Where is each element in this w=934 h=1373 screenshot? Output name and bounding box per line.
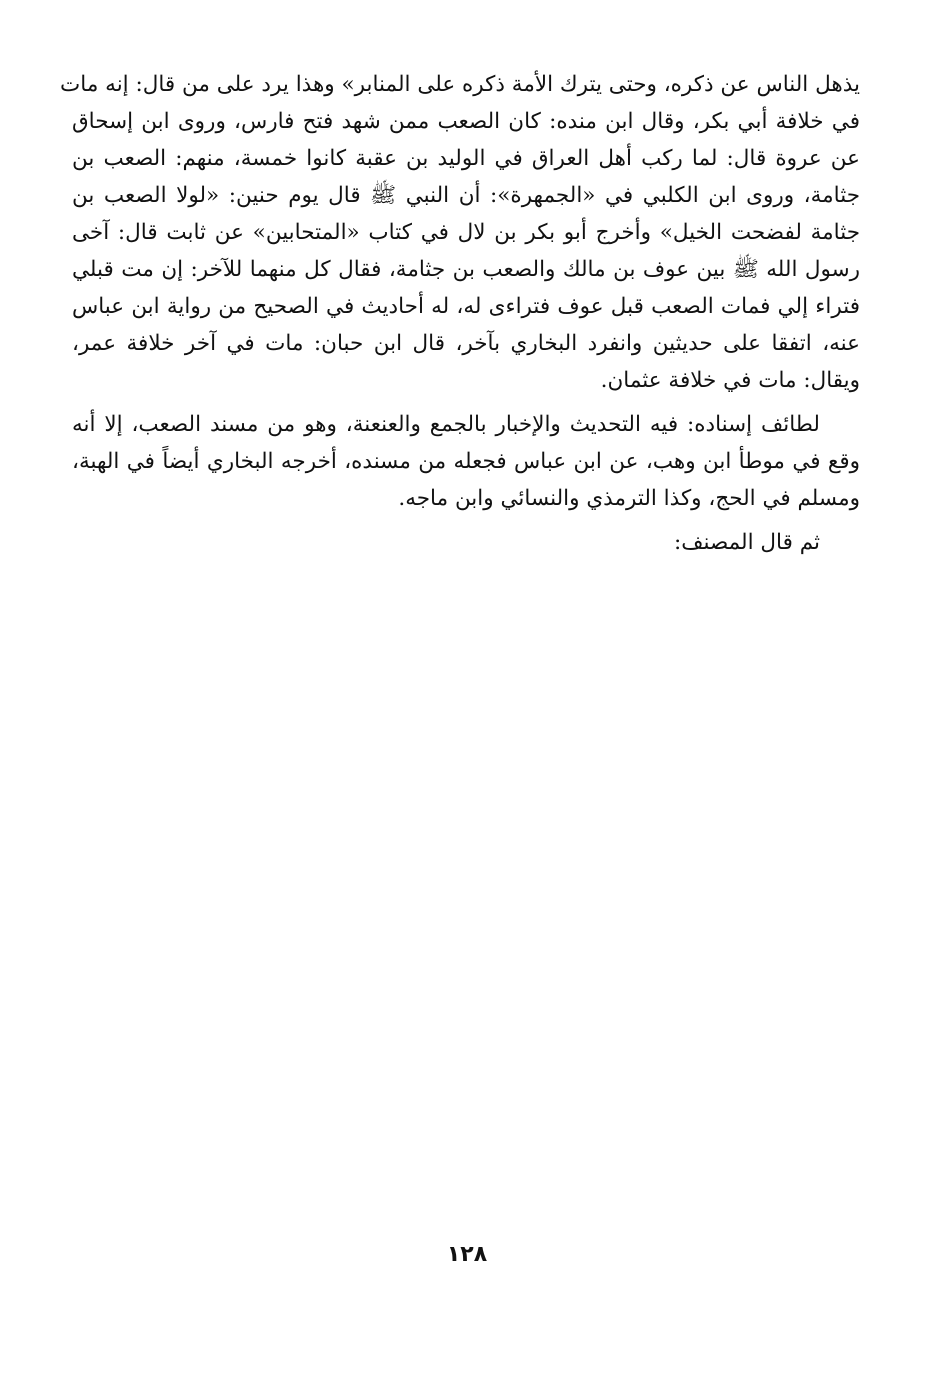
text-line: عن عروة قال: لما ركب أهل العراق في الوليد بن عقبة كانوا خمسة، منهم: الصعب بن [72,146,860,171]
body-text [60,66,860,561]
text-line: ومسلم في الحج، وكذا الترمذي والنسائي وابن ماجه. [398,486,860,511]
paragraph-biography [60,66,860,399]
text-line: وقع في موطأ ابن وهب، عن ابن عباس فجعله من مسنده، أخرجه البخاري أيضاً في الهبة، [72,449,860,474]
text-line: ثم قال المصنف: [674,530,820,555]
page-number: ١٢٨ [446,1242,488,1267]
text-line: لطائف إسناده: فيه التحديث والإخبار بالجمع والعنعنة، وهو من مسند الصعب، إلا أنه [72,412,820,437]
text-line: جثامة لفضحت الخيل» وأخرج أبو بكر بن لال في كتاب «المتحابين» عن ثابت قال: آخى [72,220,860,245]
paragraph-isnad-notes [72,406,860,517]
paragraph-author-says [72,524,860,561]
text-line: في خلافة أبي بكر، وقال ابن منده: كان الصعب ممن شهد فتح فارس، وروى ابن إسحاق [72,109,860,134]
text-line: فتراء إلي فمات الصعب قبل عوف فتراءى له، له أحاديث في الصحيح من رواية ابن عباس [72,294,860,319]
text-line: جثامة، وروى ابن الكلبي في «الجمهرة»: أن النبي ﷺ قال يوم حنين: «لولا الصعب بن [72,183,860,208]
text-line: يذهل الناس عن ذكره، وحتى يترك الأمة ذكره على المنابر» وهذا يرد على من قال: إنه مات [60,72,860,97]
text-line: رسول الله ﷺ بين عوف بن مالك والصعب بن جثامة، فقال كل منهما للآخر: إن مت قبلي [72,257,860,282]
text-line: ويقال: مات في خلافة عثمان. [600,368,860,393]
text-line: عنه، اتفقا على حديثين وانفرد البخاري بآخر، قال ابن حبان: مات في آخر خلافة عمر، [72,331,860,356]
